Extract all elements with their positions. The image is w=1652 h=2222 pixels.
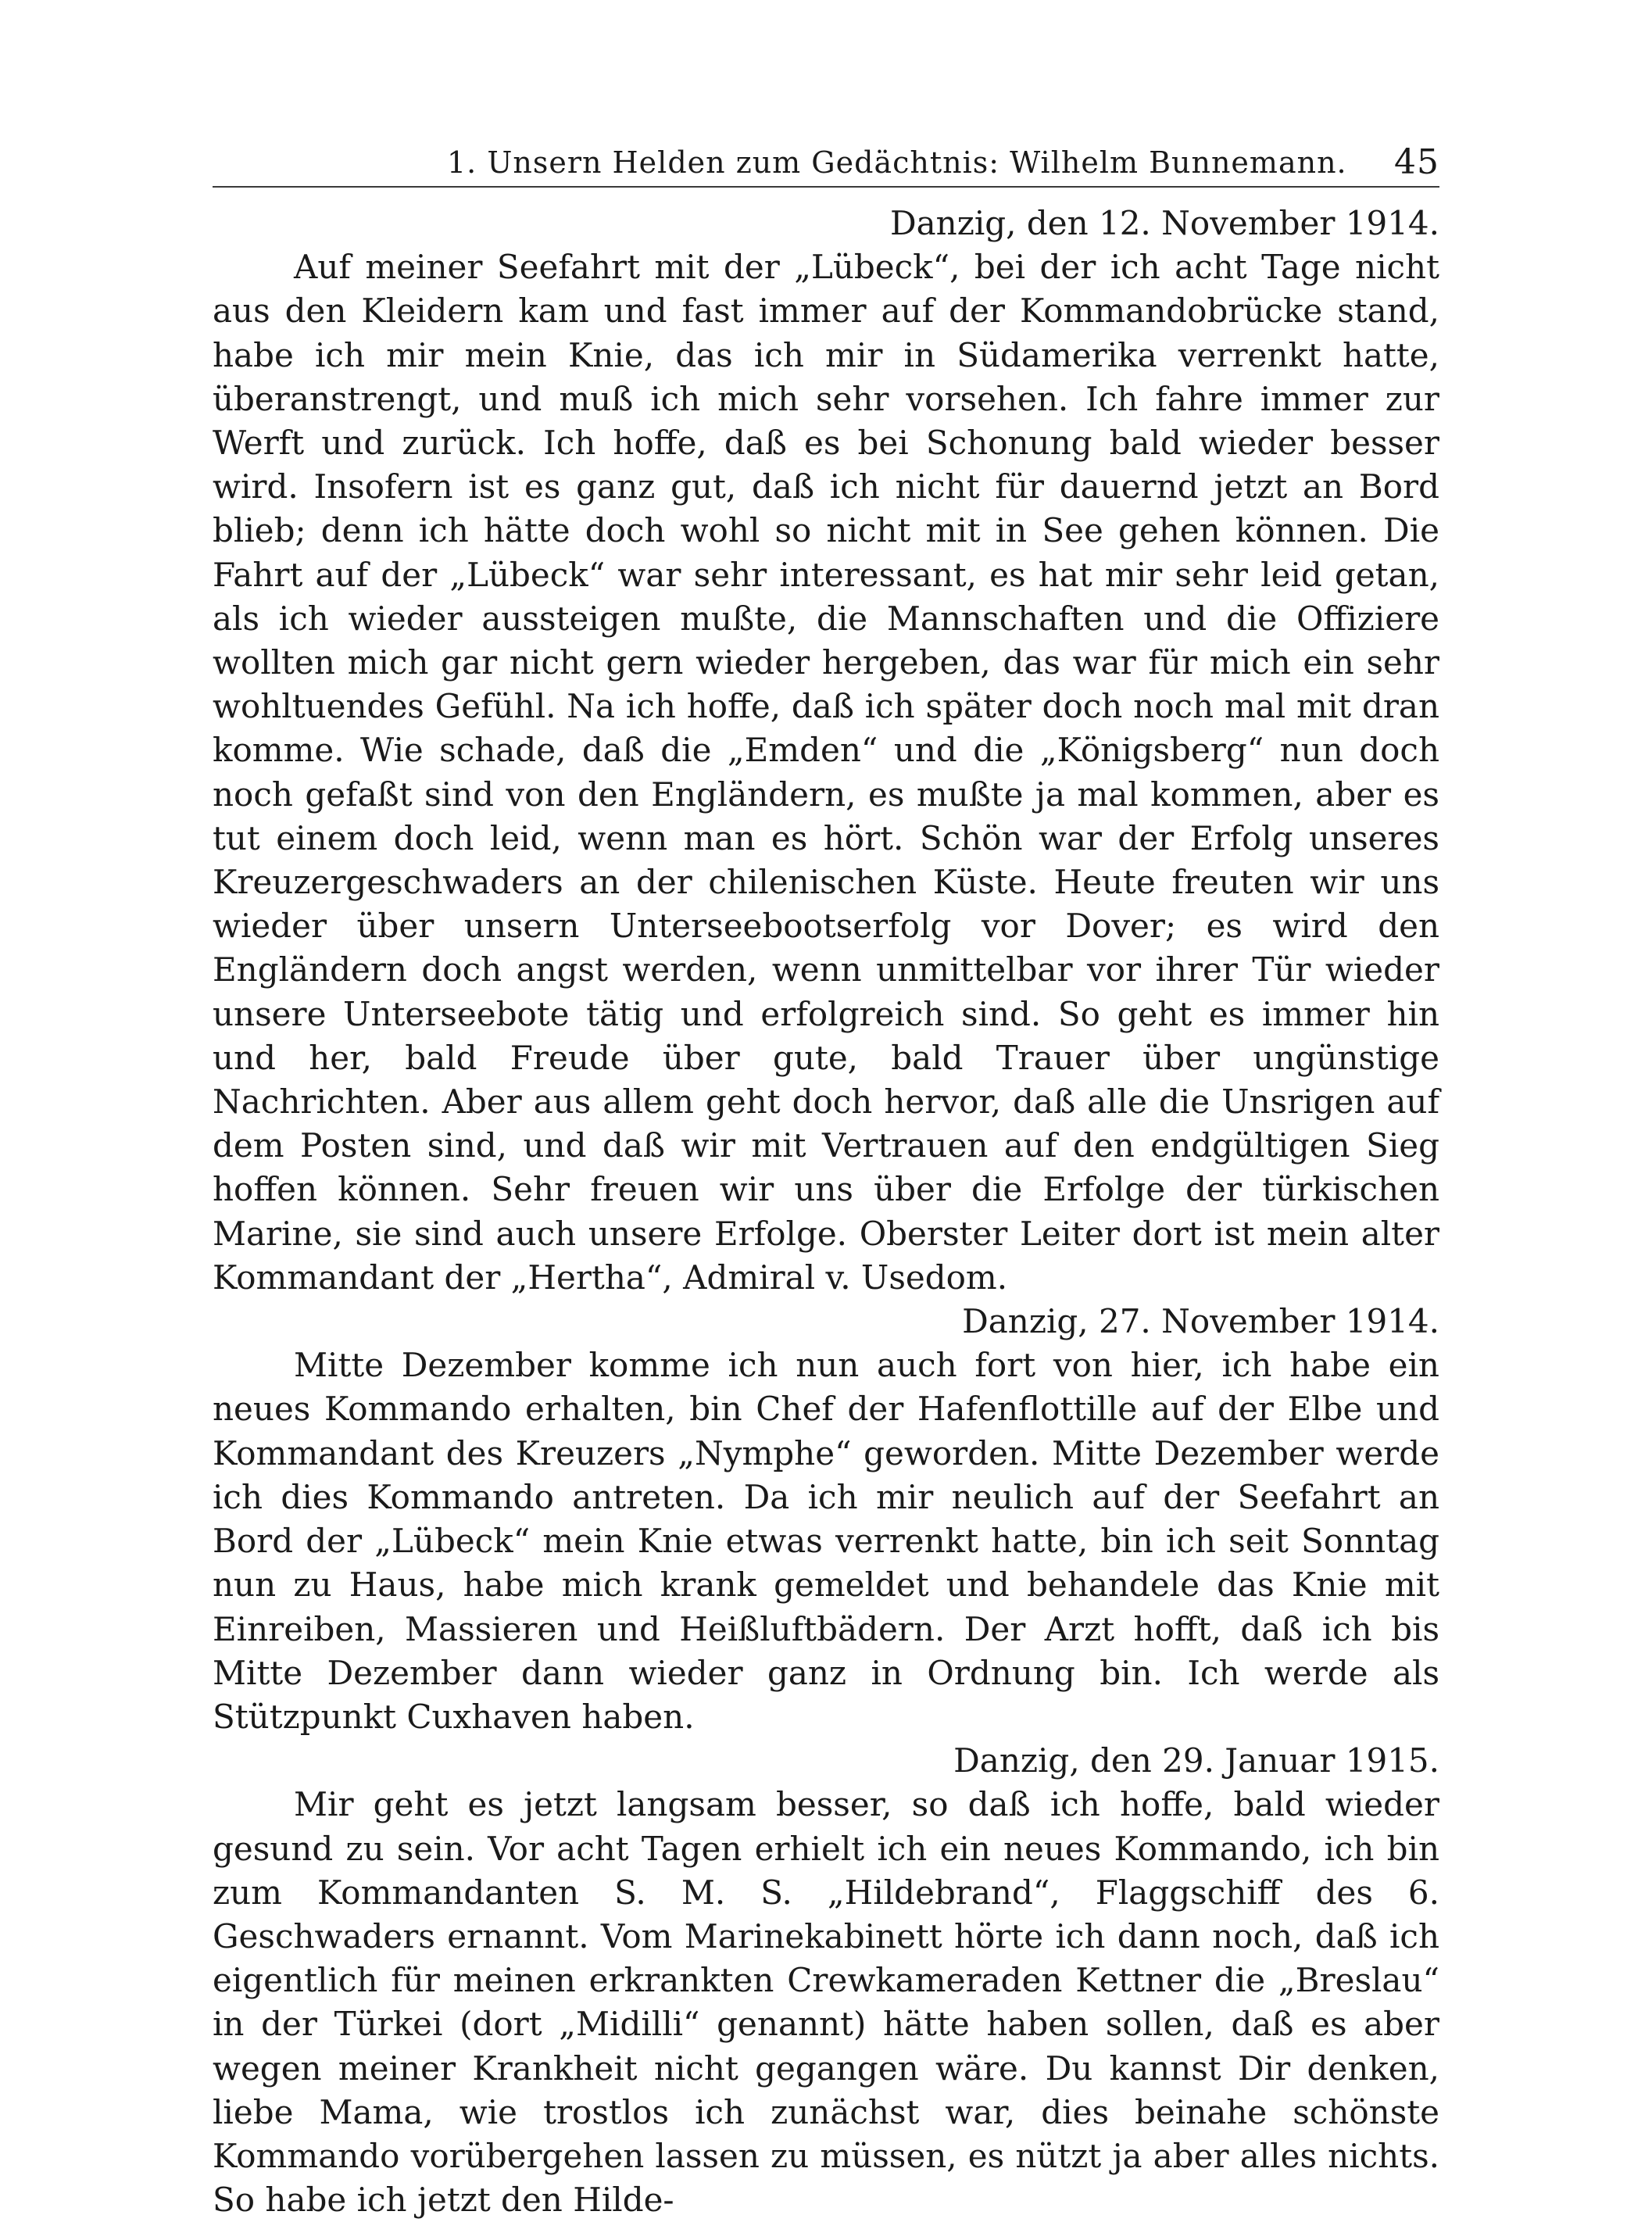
book-page (213, 131, 1439, 2222)
running-header (213, 131, 1439, 188)
letter-date: Danzig, 27. November 1914. (962, 1302, 1439, 1341)
letter-paragraph: Mitte Dezember komme ich nun auch fort von hier, ich habe ein neues Kommando erhalten, bin Chef der Hafenflottille auf der Elbe und Kommandant des Kreuzers „Nymphe“ geworden. Mitte Dezember werde ich dies Kommando antreten. Da ich mir neulich auf der Seefahrt an Bord der „Lübeck“ mein Knie etwas verrenkt hatte, bin ich seit Sonntag nun zu Haus, habe mich krank gemeldet und behandele das Knie mit Einreiben, Massieren und Heißluftbädern. Der Arzt hofft, daß ich bis Mitte Dezember dann wieder ganz in Ordnung bin. Ich werde als Stützpunkt Cuxhaven haben. (213, 1346, 1439, 1736)
letter-paragraph: Auf meiner Seefahrt mit der „Lübeck“, bei der ich acht Tage nicht aus den Kleidern kam und fast immer auf der Kommandobrücke stand, habe ich mir mein Knie, das ich mir in Südamerika verrenkt hatte, überanstrengt, und muß ich mich sehr vorsehen. Ich fahre immer zur Werft und zurück. Ich hoffe, daß es bei Schonung bald wieder besser wird. Insofern ist es ganz gut, daß ich nicht für dauernd jetzt an Bord blieb; denn ich hätte doch wohl so nicht mit in See gehen können. Die Fahrt auf der „Lübeck“ war sehr interessant, es hat mir sehr leid getan, als ich wieder aussteigen mußte, die Mannschaften und die Offiziere wollten mich gar nicht gern wieder hergeben, das war für mich ein sehr wohltuendes Gefühl. Na ich hoffe, daß ich später doch noch mal mit dran komme. Wie schade, daß die „Emden“ und die „Königsberg“ nun doch noch gefaßt sind von den Engländern, es mußte ja mal kommen, aber es tut einem doch leid, wenn man es hört. Schön war der Erfolg unseres Kreuzergeschwaders an der chilenischen Küste. Heute freuten wir uns wieder über unsern Unterseebootserfolg vor Dover; es wird den Engländern doch angst werden, wenn unmittelbar vor ihrer Tür wieder unsere Unterseebote tätig und erfolgreich sind. So geht es immer hin und her, bald Freude über gute, bald Trauer über ungünstige Nachrichten. Aber aus allem geht doch hervor, daß alle die Unsrigen auf dem Posten sind, und daß wir mit Vertrauen auf den endgültigen Sieg hoffen können. Sehr freuen wir uns über die Erfolge der türkischen Marine, sie sind auch unsere Erfolge. Oberster Leiter dort ist mein alter Kommandant der „Hertha“, Admiral v. Usedom. (213, 248, 1439, 1297)
page-number: 45 (1394, 142, 1439, 182)
letter-date: Danzig, den 29. Januar 1915. (953, 1741, 1439, 1780)
body-text (213, 202, 1439, 2222)
header-title: 1. Unsern Helden zum Gedächtnis: Wilhelm Bunnemann. (447, 145, 1347, 180)
letter-date: Danzig, den 12. November 1914. (889, 204, 1439, 242)
letter-paragraph: Mir geht es jetzt langsam besser, so daß ich hoffe, bald wieder gesund zu sein. Vor acht Tagen erhielt ich ein neues Kommando, ich bin zum Kommandanten S. M. S. „Hildebrand“, Flaggschiff des 6. Geschwaders ernannt. Vom Marinekabinett hörte ich dann noch, daß ich eigentlich für meinen erkrankten Crewkameraden Kettner die „Breslau“ in der Türkei (dort „Midilli“ genannt) hätte haben sollen, daß es aber wegen meiner Krankheit nicht gegangen wäre. Du kannst Dir denken, liebe Mama, wie trostlos ich zunächst war, dies beinahe schönste Kommando vorübergehen lassen zu müssen, es nützt ja aber alles nichts. So habe ich jetzt den Hilde- (213, 1785, 1439, 2220)
